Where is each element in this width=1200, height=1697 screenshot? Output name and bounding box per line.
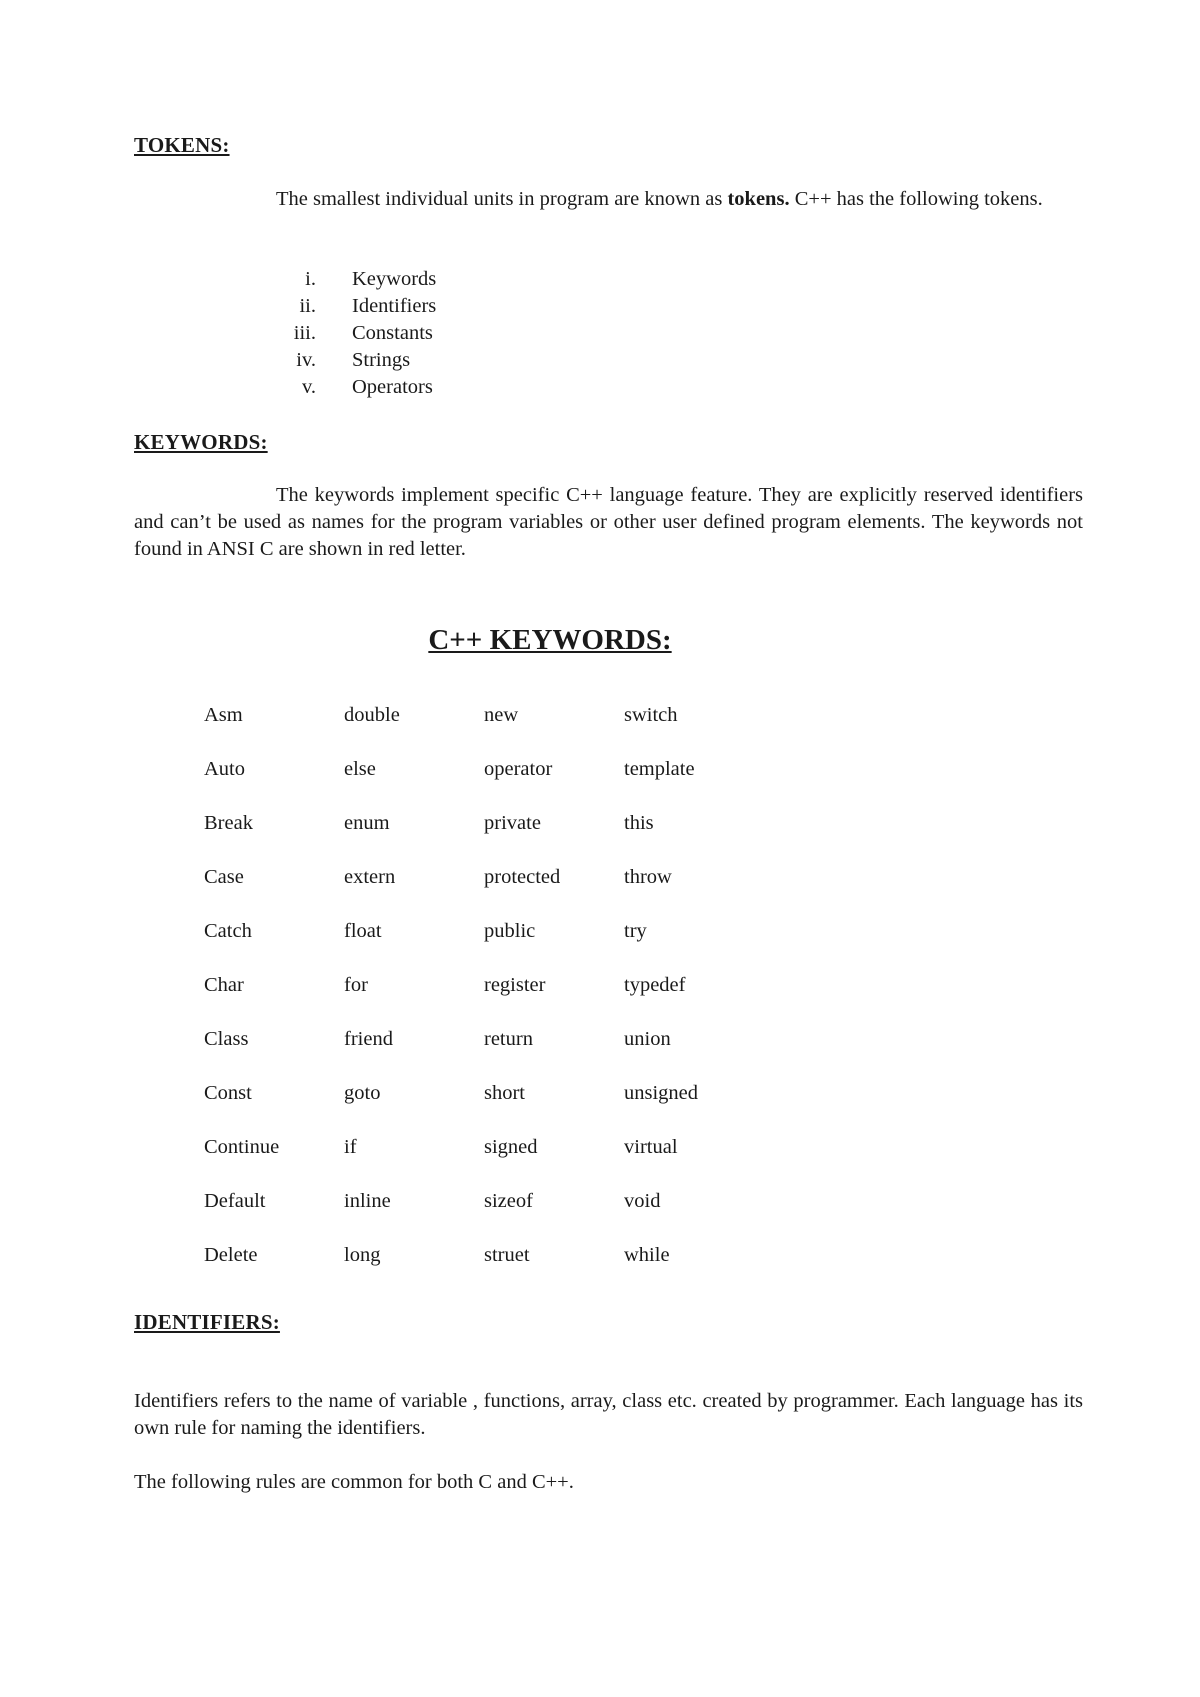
list-item-label: Keywords: [352, 268, 437, 290]
table-row: [204, 758, 764, 812]
list-item: [270, 347, 436, 374]
table-cell: sizeof: [484, 1190, 533, 1212]
tokens-intro-text-start: The smallest individual units in program are known as: [276, 188, 728, 210]
list-item-label: Operators: [352, 376, 433, 398]
table-cell: Delete: [204, 1244, 258, 1266]
identifiers-paragraph-2: The following rules are common for both C and C++.: [134, 1471, 574, 1493]
table-row: [204, 974, 764, 1028]
table-cell: Break: [204, 812, 253, 834]
table-row: [204, 1082, 764, 1136]
table-cell: while: [624, 1244, 670, 1266]
table-cell: long: [344, 1244, 381, 1266]
table-cell: Continue: [204, 1136, 280, 1158]
table-cell: public: [484, 920, 536, 942]
identifiers-paragraph-1: Identifiers refers to the name of variable , functions, array, class etc. created by programmer. Each language has its own rule for naming the identifiers.: [134, 1390, 1083, 1439]
table-cell: Auto: [204, 758, 245, 780]
table-cell: else: [344, 758, 376, 780]
table-row: [204, 866, 764, 920]
list-item: [270, 293, 436, 320]
table-row: [204, 704, 764, 758]
table-cell: protected: [484, 866, 561, 888]
tokens-intro-bold-term: tokens.: [727, 188, 790, 210]
list-item: [270, 320, 436, 347]
table-cell: void: [624, 1190, 661, 1212]
list-item-number: iii.: [293, 322, 316, 344]
table-row: [204, 1028, 764, 1082]
table-cell: try: [624, 920, 647, 942]
table-cell: virtual: [624, 1136, 678, 1158]
table-cell: Asm: [204, 704, 243, 726]
list-item: [270, 266, 436, 293]
list-item-number: i.: [305, 268, 316, 290]
table-cell: return: [484, 1028, 533, 1050]
table-cell: short: [484, 1082, 525, 1104]
list-item-label: Strings: [352, 349, 411, 371]
table-cell: struet: [484, 1244, 530, 1266]
table-cell: template: [624, 758, 695, 780]
table-cell: switch: [624, 704, 678, 726]
table-cell: extern: [344, 866, 396, 888]
table-cell: typedef: [624, 974, 686, 996]
table-cell: operator: [484, 758, 553, 780]
table-cell: Default: [204, 1190, 266, 1212]
tokens-intro-text-end: C++ has the following tokens.: [789, 188, 1043, 210]
keywords-heading: KEYWORDS:: [134, 430, 268, 454]
table-cell: Const: [204, 1082, 252, 1104]
keywords-paragraph: [134, 482, 1083, 563]
list-item-label: Identifiers: [352, 295, 437, 317]
table-cell: double: [344, 704, 400, 726]
list-item-label: Constants: [352, 322, 433, 344]
identifiers-heading: IDENTIFIERS:: [134, 1310, 280, 1334]
list-item-number: ii.: [299, 295, 316, 317]
table-cell: union: [624, 1028, 671, 1050]
list-item: [270, 374, 436, 401]
token-types-list: [270, 266, 436, 401]
table-cell: Case: [204, 866, 244, 888]
cpp-keywords-title: C++ KEYWORDS:: [428, 624, 672, 656]
table-cell: this: [624, 812, 654, 834]
table-cell: Class: [204, 1028, 249, 1050]
table-cell: throw: [624, 866, 672, 888]
table-row: [204, 1190, 764, 1244]
table-row: [204, 812, 764, 866]
table-cell: friend: [344, 1028, 393, 1050]
table-cell: new: [484, 704, 519, 726]
tokens-intro-paragraph: [134, 186, 1083, 213]
table-cell: goto: [344, 1082, 381, 1104]
table-row: [204, 920, 764, 974]
table-cell: for: [344, 974, 368, 996]
table-cell: enum: [344, 812, 390, 834]
tokens-heading: TOKENS:: [134, 133, 230, 157]
table-cell: Catch: [204, 920, 252, 942]
table-cell: inline: [344, 1190, 391, 1212]
table-cell: register: [484, 974, 546, 996]
table-cell: if: [344, 1136, 357, 1158]
table-row: [204, 1136, 764, 1190]
table-cell: float: [344, 920, 382, 942]
list-item-number: iv.: [296, 349, 316, 371]
table-cell: Char: [204, 974, 244, 996]
table-row: [204, 1244, 764, 1298]
table-cell: signed: [484, 1136, 538, 1158]
keywords-paragraph-text: The keywords implement specific C++ language feature. They are explicitly reserved identifiers and can’t be used as names for the program variables or other user defined program elements. The keywords not found in ANSI C are shown in red letter.: [134, 484, 1083, 560]
list-item-number: v.: [301, 376, 316, 398]
table-cell: private: [484, 812, 541, 834]
table-cell: unsigned: [624, 1082, 699, 1104]
cpp-keywords-table: [204, 704, 764, 1298]
